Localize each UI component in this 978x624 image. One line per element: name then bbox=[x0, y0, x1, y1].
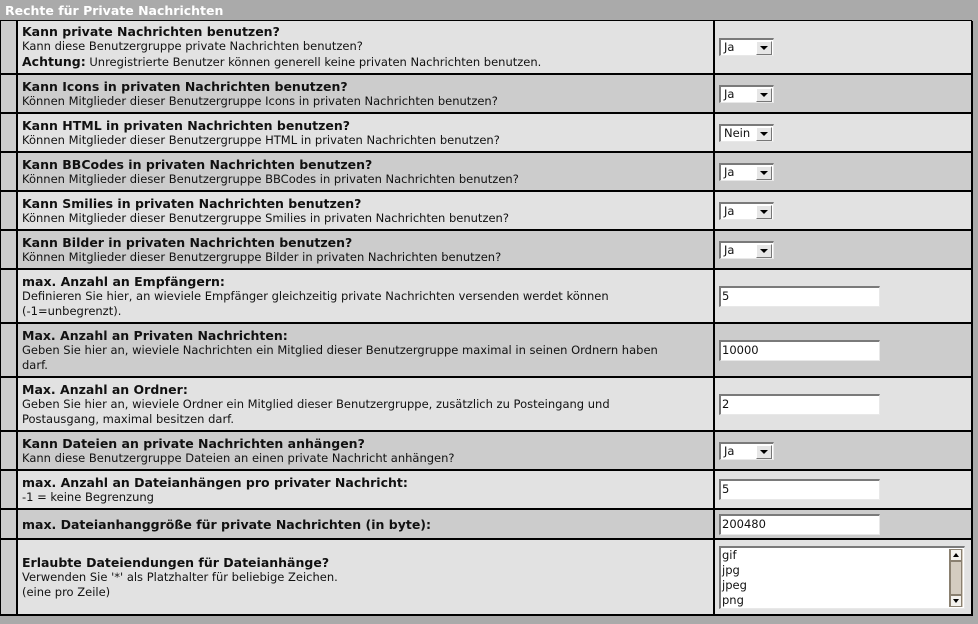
setting-title: Max. Anzahl an Privaten Nachrichten: bbox=[22, 327, 288, 343]
setting-control-cell bbox=[715, 270, 971, 322]
setting-row-pm-html bbox=[1, 114, 971, 153]
setting-description: Geben Sie hier an, wieviele Ordner ein Mitglied dieser Benutzergruppe, zusätzlich zu Posteingang und bbox=[22, 396, 610, 411]
setting-title: Kann Bilder in privaten Nachrichten benutzen? bbox=[22, 234, 353, 250]
pm-enabled-select[interactable] bbox=[719, 38, 774, 56]
setting-title: Kann Smilies in privaten Nachrichten benutzen? bbox=[22, 195, 362, 211]
setting-control-cell bbox=[715, 114, 971, 151]
scroll-down-arrow-icon[interactable] bbox=[950, 595, 962, 607]
row-strip bbox=[1, 153, 18, 190]
dropdown-arrow-icon[interactable] bbox=[756, 244, 772, 258]
row-strip bbox=[1, 432, 18, 469]
selected-value: Ja bbox=[724, 203, 735, 218]
pm-html-select[interactable] bbox=[719, 124, 774, 142]
row-strip bbox=[1, 21, 18, 73]
settings-table bbox=[0, 21, 973, 616]
note-label: Achtung: bbox=[22, 54, 86, 69]
row-strip bbox=[1, 510, 18, 538]
setting-description: Können Mitglieder dieser Benutzergruppe Smilies in privaten Nachrichten benutzen? bbox=[22, 210, 509, 225]
extension-line: png bbox=[722, 592, 744, 607]
setting-control-cell bbox=[715, 378, 971, 430]
row-strip bbox=[1, 231, 18, 268]
setting-description: Können Mitglieder dieser Benutzergruppe Icons in privaten Nachrichten benutzen? bbox=[22, 93, 498, 108]
setting-label bbox=[18, 231, 715, 268]
setting-description: Kann diese Benutzergruppe private Nachrichten benutzen? bbox=[22, 39, 363, 53]
pm-icons-select[interactable] bbox=[719, 85, 774, 103]
dropdown-arrow-icon[interactable] bbox=[756, 205, 772, 219]
max-messages-input[interactable]: 10000 bbox=[719, 340, 880, 361]
setting-description: Definieren Sie hier, an wieviele Empfänger gleichzeitig private Nachrichten versenden werdet können bbox=[22, 288, 609, 303]
pm-bbcodes-select[interactable] bbox=[719, 163, 774, 181]
setting-row-pm-bbcodes bbox=[1, 153, 971, 192]
setting-control-cell bbox=[715, 510, 971, 538]
setting-description: Können Mitglieder dieser Benutzergruppe BBCodes in privaten Nachrichten benutzen? bbox=[22, 171, 519, 186]
extension-line: jpeg bbox=[722, 577, 747, 592]
setting-label bbox=[18, 432, 715, 469]
setting-row-max-attachment-size bbox=[1, 510, 971, 540]
setting-control-cell bbox=[715, 324, 971, 376]
setting-control-cell bbox=[715, 21, 971, 73]
setting-row-max-folders bbox=[1, 378, 971, 432]
row-strip bbox=[1, 378, 18, 430]
scrollbar-thumb[interactable] bbox=[950, 561, 962, 595]
setting-label bbox=[18, 153, 715, 190]
dropdown-arrow-icon[interactable] bbox=[756, 166, 772, 180]
setting-description: Können Mitglieder dieser Benutzergruppe HTML in privaten Nachrichten benutzen? bbox=[22, 132, 500, 147]
row-strip bbox=[1, 114, 18, 151]
allowed-extensions-textarea[interactable] bbox=[719, 546, 965, 609]
setting-title: max. Dateianhanggröße für private Nachrichten (in byte): bbox=[22, 516, 432, 532]
setting-label bbox=[18, 471, 715, 508]
selected-value: Ja bbox=[724, 40, 735, 54]
setting-row-attachments-enabled bbox=[1, 432, 971, 471]
setting-row-pm-images bbox=[1, 231, 971, 270]
setting-description-cont: darf. bbox=[22, 357, 48, 372]
row-strip bbox=[1, 324, 18, 376]
extension-line: gif bbox=[722, 547, 737, 562]
setting-row-max-messages bbox=[1, 324, 971, 378]
selected-value: Ja bbox=[724, 86, 735, 101]
row-strip bbox=[1, 75, 18, 112]
setting-description: Verwenden Sie '*' als Platzhalter für beliebige Zeichen. bbox=[22, 569, 338, 584]
setting-description: -1 = keine Begrenzung bbox=[22, 489, 154, 504]
setting-label bbox=[18, 114, 715, 151]
setting-title: Kann Dateien an private Nachrichten anhängen? bbox=[22, 435, 365, 451]
attachments-enabled-select[interactable] bbox=[719, 442, 774, 460]
dropdown-arrow-icon[interactable] bbox=[756, 41, 772, 55]
setting-row-max-attachments bbox=[1, 471, 971, 510]
setting-label bbox=[18, 540, 715, 614]
setting-description-cont: Postausgang, maximal besitzen darf. bbox=[22, 411, 235, 426]
setting-label bbox=[18, 75, 715, 112]
setting-title: Max. Anzahl an Ordner: bbox=[22, 381, 188, 397]
setting-description: Können Mitglieder dieser Benutzergruppe Bilder in privaten Nachrichten benutzen? bbox=[22, 249, 502, 264]
selected-value: Ja bbox=[724, 242, 735, 257]
setting-row-allowed-extensions bbox=[1, 540, 971, 616]
row-strip bbox=[1, 192, 18, 229]
max-attachment-size-input[interactable]: 200480 bbox=[719, 514, 880, 535]
textarea-scrollbar[interactable] bbox=[949, 549, 963, 607]
pm-smilies-select[interactable] bbox=[719, 202, 774, 220]
max-recipients-input[interactable]: 5 bbox=[719, 286, 880, 307]
setting-label bbox=[18, 192, 715, 229]
setting-title: Kann private Nachrichten benutzen? bbox=[22, 24, 280, 39]
setting-title: max. Anzahl an Dateianhängen pro privater Nachricht: bbox=[22, 474, 408, 490]
setting-label bbox=[18, 324, 715, 376]
setting-description-cont: (-1=unbegrenzt). bbox=[22, 303, 122, 318]
setting-control-cell bbox=[715, 471, 971, 508]
max-attachments-input[interactable]: 5 bbox=[719, 479, 880, 500]
setting-description: Geben Sie hier an, wieviele Nachrichten ein Mitglied dieser Benutzergruppe maximal in seinen Ordnern haben bbox=[22, 342, 658, 357]
section-header: Rechte für Private Nachrichten bbox=[0, 0, 972, 21]
pm-images-select[interactable] bbox=[719, 241, 774, 259]
dropdown-arrow-icon[interactable] bbox=[756, 127, 772, 141]
setting-title: Kann HTML in privaten Nachrichten benutzen? bbox=[22, 117, 351, 133]
selected-value: Ja bbox=[724, 164, 735, 179]
row-strip bbox=[1, 270, 18, 322]
setting-label bbox=[18, 510, 715, 538]
row-strip bbox=[1, 540, 18, 614]
selected-value: Nein bbox=[724, 125, 751, 140]
setting-row-pm-enabled bbox=[1, 21, 971, 75]
setting-title: Kann BBCodes in privaten Nachrichten benutzen? bbox=[22, 156, 373, 172]
setting-title: max. Anzahl an Empfängern: bbox=[22, 273, 225, 289]
note-text: Unregistrierte Benutzer können generell keine privaten Nachrichten benutzen. bbox=[85, 55, 542, 69]
selected-value: Ja bbox=[724, 443, 735, 458]
setting-description: Kann diese Benutzergruppe Dateien an einen private Nachricht anhängen? bbox=[22, 450, 455, 465]
dropdown-arrow-icon[interactable] bbox=[756, 445, 772, 459]
setting-description-cont: (eine pro Zeile) bbox=[22, 584, 111, 599]
setting-control-cell bbox=[715, 75, 971, 112]
scroll-up-arrow-icon[interactable] bbox=[950, 549, 962, 561]
setting-control-cell bbox=[715, 540, 971, 614]
setting-control-cell bbox=[715, 432, 971, 469]
extension-line: jpg bbox=[722, 562, 740, 577]
setting-label bbox=[18, 378, 715, 430]
setting-label bbox=[18, 270, 715, 322]
setting-title: Erlaubte Dateiendungen für Dateianhänge? bbox=[22, 554, 330, 570]
setting-title: Kann Icons in privaten Nachrichten benutzen? bbox=[22, 78, 348, 94]
setting-row-pm-icons bbox=[1, 75, 971, 114]
max-folders-input[interactable]: 2 bbox=[719, 394, 880, 415]
setting-control-cell bbox=[715, 153, 971, 190]
setting-control-cell bbox=[715, 231, 971, 268]
setting-row-max-recipients bbox=[1, 270, 971, 324]
setting-label bbox=[18, 21, 715, 73]
setting-note bbox=[22, 54, 709, 70]
setting-control-cell bbox=[715, 192, 971, 229]
row-strip bbox=[1, 471, 18, 508]
setting-row-pm-smilies bbox=[1, 192, 971, 231]
dropdown-arrow-icon[interactable] bbox=[756, 88, 772, 102]
